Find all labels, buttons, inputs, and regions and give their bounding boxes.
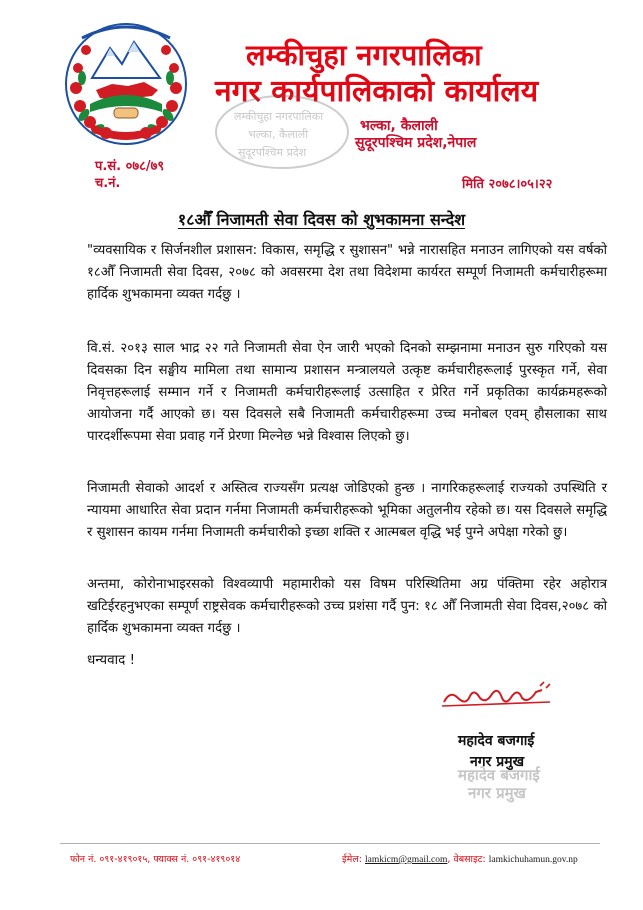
paragraph-1: "व्यवसायिक र सिर्जनशील प्रशासन: विकास, समृद्धि र सुशासन" भन्ने नारासहित मनाउन लागिएको यस वर्षको १८औँ निजामती सेवा दिवस, २०७८ को अवसरमा देश तथा विदेशमा कार्यरत सम्पूर्ण निजामती कर्मचारीहरूमा हार्दिक शुभकामना व्यक्त गर्दछु । — [87, 243, 607, 302]
stamp-name: महादेव बजगाई — [458, 766, 540, 784]
office-stamp — [212, 92, 352, 172]
email-link[interactable]: lamkicm@gmail.com — [365, 855, 448, 865]
website-label: , वेबसाइट: — [447, 854, 486, 865]
signatory-name: महादेव बजगाई — [458, 733, 535, 749]
footer-contact-online — [342, 852, 578, 865]
office-name: नगर कार्यपालिकाको कार्यालय — [215, 74, 539, 109]
paragraph-2: वि.सं. २०१३ साल भाद्र २२ गते निजामती सेवा ऐन जारी भएको दिनको सम्झनामा मनाउन सुरु गरिएको यस दिवसका दिन सङ्घीय मामिला तथा सामान्य प्रशासन मन्त्रालयले उत्कृष्ट कर्मचारीहरूलाई पुरस्कृत गर्ने, सेवा निवृत्तहरूलाई सम्मान गर्ने र निजामती कर्मचारीहरूलाई उत्साहित र प्रेरित गर्ने प्रकृतिका कार्यक्रमहरूको आयोजना गर्दै आएको छ। यस दिवसले सबै निजामती कर्मचारीहरूमा उच्च मनोबल एवम् हौसलाका साथ पारदर्शीरूपमा सेवा प्रवाह गर्ने प्रेरणा मिल्नेछ भन्ने विश्वास लिएको छु। — [87, 341, 607, 444]
footer-contact-phone: फोन नं. ०९१-४१९०१५, फ्याक्स नं. ०९१-४१९०१४ — [70, 854, 241, 865]
address-city: भल्का, कैलाली — [360, 118, 438, 134]
address-province: सुदूरपश्चिम प्रदेश,नेपाल — [355, 135, 477, 151]
signatory-title: नगर प्रमुख — [470, 754, 525, 770]
footer-divider — [60, 843, 600, 844]
letter-subject: १८औँ निजामती सेवा दिवस को शुभकामना सन्देश — [177, 210, 466, 229]
handwritten-signature-icon — [440, 680, 560, 716]
website-link[interactable]: lamkichuhamun.gov.np — [488, 855, 578, 865]
paragraph-4: अन्तमा, कोरोनाभाइरसको विश्वव्यापी महामारीको यस विषम परिस्थितिमा अग्र पंक्तिमा रहेर अहोरात्र खटिईरहनुभएका सम्पूर्ण राष्ट्रसेवक कर्मचारीहरूको उच्च प्रशंसा गर्दै पुन: १८ औँ निजामती सेवा दिवस,२०७८ को हार्दिक शुभकामना व्यक्त गर्दछु । — [87, 577, 607, 636]
email-label: ईमेल: — [342, 854, 362, 865]
stamp-line-3: सुदूरपश्चिम प्रदेश — [238, 146, 307, 159]
closing-text: धन्यवाद ! — [87, 652, 135, 668]
signatory-stamp — [458, 766, 540, 802]
stamp-title: नगर प्रमुख — [468, 784, 526, 802]
municipality-emblem-icon — [62, 20, 190, 148]
letter-date: मिति २०७८।०५।२२ — [462, 177, 553, 192]
stamp-line-2: भल्का, कैलाली — [248, 128, 309, 141]
dispatch-number: च.नं. — [95, 176, 121, 191]
stamp-line-1: लम्कीचुहा नगरपालिका — [234, 110, 324, 123]
letter-number: प.सं. ०७८/७९ — [95, 159, 165, 174]
paragraph-3: निजामती सेवाको आदर्श र अस्तित्व राज्यसँग प्रत्यक्ष जोडिएको हुन्छ । नागरिकहरूलाई राज्यको उपस्थिति र न्यायमा आधारित सेवा प्रदान गर्नमा निजामती कर्मचारीहरूको भूमिका अतुलनीय रहेको छ। यस दिवसले समृद्धि र सुशासन कायम गर्नमा निजामती कर्मचारीको इच्छा शक्ति र आत्मबल वृद्धि भई पुग्ने अपेक्षा गरेको छु। — [87, 481, 607, 540]
municipality-name: लम्कीचुहा नगरपालिका — [246, 38, 482, 72]
